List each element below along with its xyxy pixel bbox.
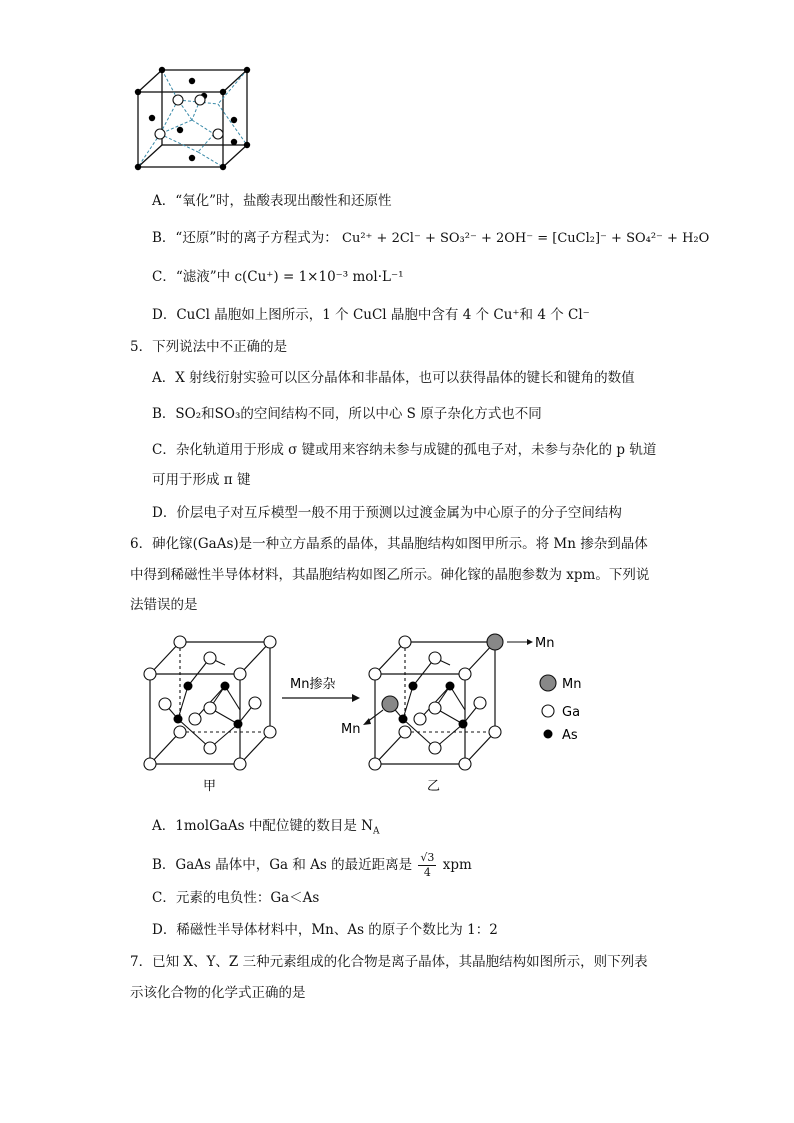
q5-option-c: C．杂化轨道用于形成 σ 键或用来容纳未参与成键的孤电子对，未参与杂化的 p 轨道 xyxy=(152,442,657,458)
q6-option-b-text: B．GaAs 晶体中，Ga 和 As 的最近距离是 xyxy=(152,857,413,873)
q5-option-c-cont: 可用于形成 π 键 xyxy=(152,472,251,488)
q6-stem-line-2: 中得到稀磁性半导体材料，其晶胞结构如图乙所示。砷化镓的晶胞参数为 xpm。下列说 xyxy=(130,567,650,583)
q4-option-c-label: C．“滤液”中 xyxy=(152,269,231,285)
q6-option-b-fraction xyxy=(418,851,436,880)
legend-ga: Ga xyxy=(562,705,581,720)
q5-option-b: B．SO₂和SO₃的空间结构不同，所以中心 S 原子杂化方式也不同 xyxy=(152,406,542,422)
q6-stem-line-3: 法错误的是 xyxy=(130,597,198,613)
arrow-label: Mn掺杂 xyxy=(290,677,336,692)
mn-left-label: Mn xyxy=(341,722,361,737)
q4-option-b xyxy=(152,228,709,249)
mn-top-label: Mn xyxy=(535,636,555,651)
frac-denominator: 4 xyxy=(423,866,431,879)
q5-option-a: A．X 射线衍射实验可以区分晶体和非晶体，也可以获得晶体的键长和键角的数值 xyxy=(152,370,635,386)
legend-mn: Mn xyxy=(562,677,582,692)
label-yi: 乙 xyxy=(427,779,441,794)
q6-option-d: D．稀磁性半导体材料中，Mn、As 的原子个数比为 1：2 xyxy=(152,922,498,938)
label-jia: 甲 xyxy=(203,779,217,794)
q5-stem: 5．下列说法中不正确的是 xyxy=(130,339,288,355)
q4-option-b-equation: Cu²⁺ + 2Cl⁻ + SO₃²⁻ + 2OH⁻ = [CuCl₂]⁻ + SO₄²⁻ + H₂O xyxy=(342,231,710,246)
q6-option-a xyxy=(152,816,380,836)
legend-as: As xyxy=(562,728,578,743)
frac-numerator: √3 xyxy=(420,851,435,864)
q6-option-a-text: A．1molGaAs 中配位键的数目是 N xyxy=(152,818,373,834)
q4-option-d: D．CuCl 晶胞如上图所示，1 个 CuCl 晶胞中含有 4 个 Cu⁺和 4 个 Cl⁻ xyxy=(152,307,590,323)
cucl-cell-figure xyxy=(130,62,255,177)
q4-option-a: A．“氧化”时，盐酸表现出酸性和还原性 xyxy=(152,193,392,209)
q7-stem-line-1: 7．已知 X、Y、Z 三种元素组成的化合物是离子晶体，其晶胞结构如图所示，则下列表 xyxy=(130,954,648,970)
q6-option-b-post: xpm xyxy=(442,857,472,873)
q7-stem-line-2: 示该化合物的化学式正确的是 xyxy=(130,985,306,1001)
q5-option-d: D．价层电子对互斥模型一般不用于预测以过渡金属为中心原子的分子空间结构 xyxy=(152,505,622,521)
gaas-cell-figure xyxy=(130,628,610,798)
q6-option-c: C．元素的电负性：Ga＜As xyxy=(152,890,320,906)
q6-option-a-sub: A xyxy=(373,826,380,837)
q4-option-c-equation: c(Cu⁺) = 1×10⁻³ mol·L⁻¹ xyxy=(234,269,404,285)
q6-option-b xyxy=(152,850,472,880)
q4-option-c xyxy=(152,267,404,287)
legend xyxy=(540,675,581,743)
q6-stem-line-1: 6．砷化镓(GaAs)是一种立方晶系的晶体，其晶胞结构如图甲所示。将 Mn 掺杂到晶体 xyxy=(130,536,648,552)
q4-option-b-label: B．“还原”时的离子方程式为： xyxy=(152,230,338,246)
